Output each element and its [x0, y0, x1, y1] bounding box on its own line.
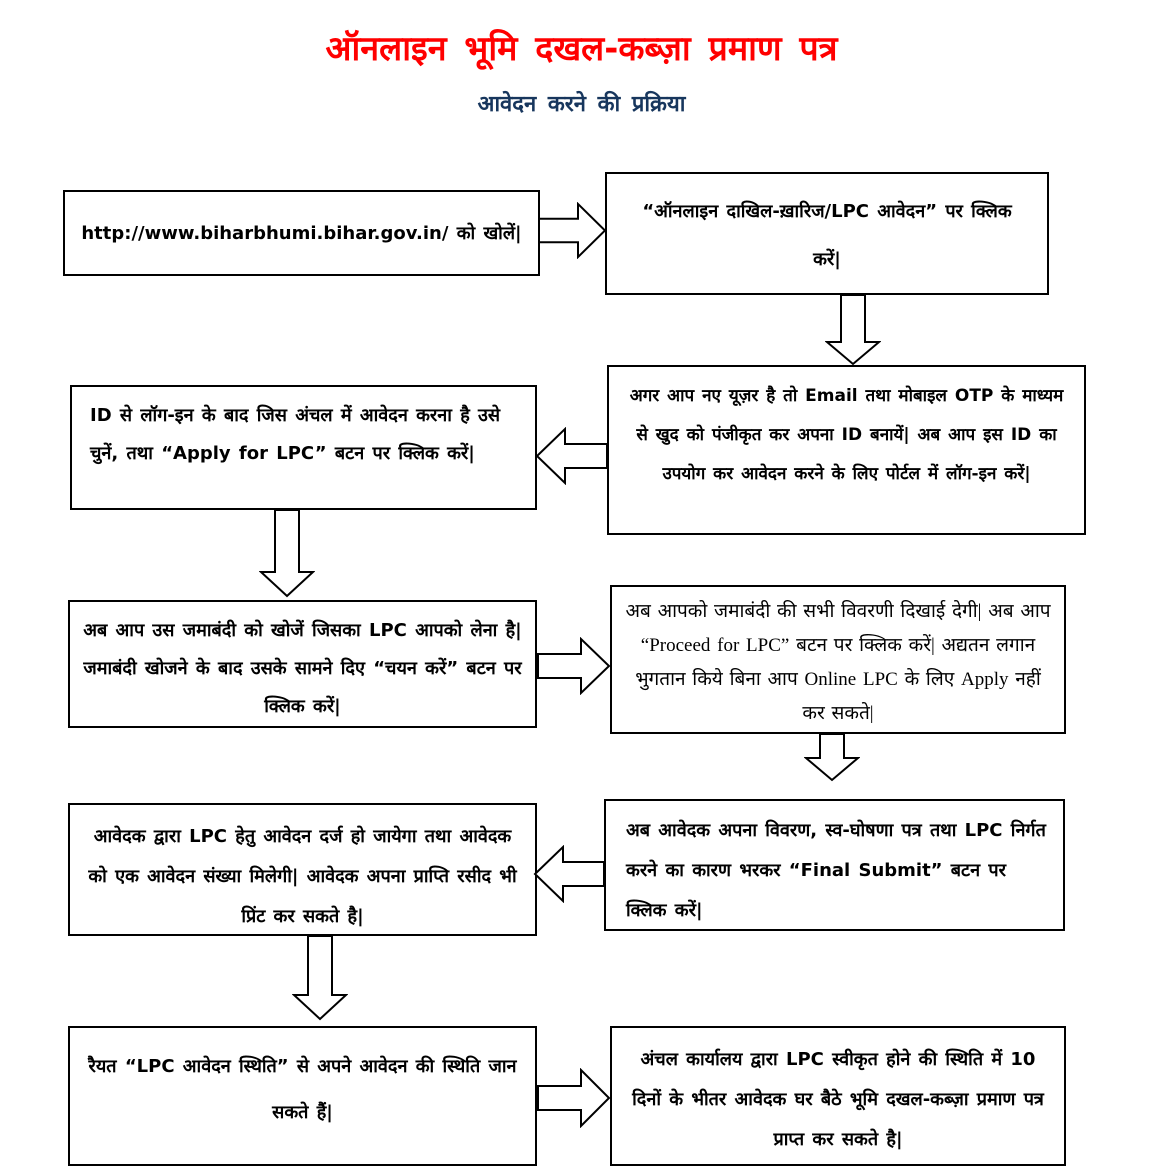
flow-box-application-registered-receipt [68, 803, 537, 936]
arrow-down-icon-step6-to-step7 [804, 734, 860, 782]
page-title: ऑनलाइन भूमि दखल-कब्ज़ा प्रमाण पत्र [325, 29, 838, 69]
arrow-down-icon-step8-to-step9 [292, 936, 348, 1021]
flow-box-final-submit [604, 799, 1065, 931]
flow-box-register-and-login [607, 365, 1086, 535]
flow-box-click-online-mutation-lpc [605, 172, 1049, 295]
flow-box-open-portal-text: http://www.biharbhumi.bihar.gov.in/ को खोलें| [81, 223, 522, 244]
flow-box-open-portal [63, 190, 540, 276]
flow-box-proceed-for-lpc-text: अब आपको जमाबंदी की सभी विवरणी दिखाई देगी| अब आप “Proceed for LPC” बटन पर क्लिक करें| अद्यतन लगान भुगतान किये बिना आप Online LPC के लिए Apply नहीं कर सकते| [625, 601, 1051, 724]
flow-box-check-application-status [68, 1026, 537, 1166]
flow-box-click-online-mutation-lpc-text: “ऑनलाइन दाखिल-ख़ारिज/LPC आवेदन” पर क्लिक करें| [642, 201, 1012, 270]
flow-box-choose-anchal-apply-for-lpc [70, 385, 537, 510]
arrow-left-icon-step7-to-step8 [533, 845, 605, 903]
arrow-right-icon-step9-to-step10 [537, 1068, 611, 1128]
flow-box-receive-certificate-at-home [610, 1026, 1066, 1166]
arrow-down-icon-step2-to-step3 [825, 295, 881, 366]
flow-box-register-and-login-text: अगर आप नए यूज़र है तो Email तथा मोबाइल OTP के माध्यम से खुद को पंजीकृत कर अपना ID बनायें| अब आप इस ID का उपयोग कर आवेदन करने के लिए पोर्टल में लॉग-इन करें| [629, 386, 1064, 484]
arrow-right-icon-step1-to-step2 [538, 202, 607, 259]
flow-box-search-jamabandi-select [68, 600, 537, 728]
flow-box-check-application-status-text: रैयत “LPC आवेदन स्थिति” से अपने आवेदन की स्थिति जान सकते हैं| [88, 1056, 517, 1123]
flow-box-choose-anchal-apply-for-lpc-text: ID से लॉग-इन के बाद जिस अंचल में आवेदन करना है उसे चुनें, तथा “Apply for LPC” बटन पर क्लिक करें| [90, 405, 501, 464]
page-subtitle: आवेदन करने की प्रक्रिया [477, 92, 686, 117]
flow-box-search-jamabandi-select-text: अब आप उस जमाबंदी को खोजें जिसका LPC आपको लेना है| जमाबंदी खोजने के बाद उसके सामने दिए “चयन करें” बटन पर क्लिक करें| [83, 620, 522, 717]
arrow-right-icon-step5-to-step6 [537, 637, 611, 695]
arrow-left-icon-step3-to-step4 [535, 427, 608, 485]
arrow-down-icon-step4-to-step5 [259, 510, 315, 598]
flow-box-receive-certificate-at-home-text: अंचल कार्यालय द्वारा LPC स्वीकृत होने की स्थिति में 10 दिनों के भीतर आवेदक घर बैठे भूमि दखल-कब्ज़ा प्रमाण पत्र प्राप्त कर सकते है| [632, 1049, 1044, 1150]
flow-box-final-submit-text: अब आवेदक अपना विवरण, स्व-घोषणा पत्र तथा LPC निर्गत करने का कारण भरकर “Final Submit” बटन पर क्लिक करें| [626, 820, 1046, 921]
flow-box-proceed-for-lpc [610, 585, 1066, 734]
flow-box-application-registered-receipt-text: आवेदक द्वारा LPC हेतु आवेदन दर्ज हो जायेगा तथा आवेदक को एक आवेदन संख्या मिलेगी| आवेदक अपना प्राप्ति रसीद भी प्रिंट कर सकते है| [88, 826, 517, 927]
